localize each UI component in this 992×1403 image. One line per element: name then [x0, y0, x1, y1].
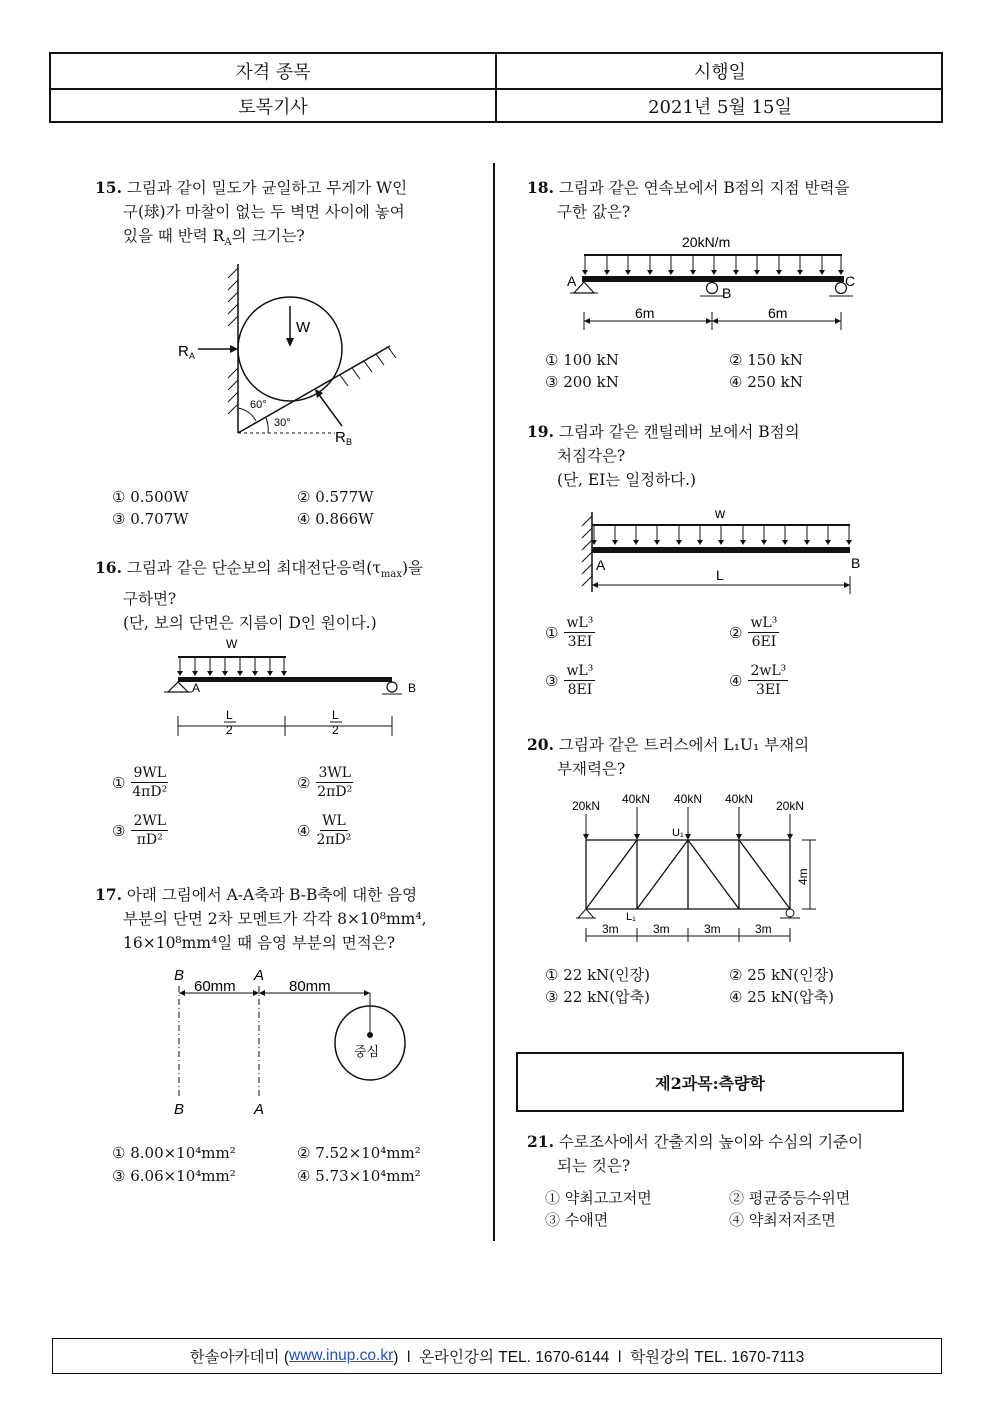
question-text: 16×10⁸mm⁴일 때 음영 부분의 면적은?	[123, 934, 396, 952]
fig-label: 6m	[768, 305, 788, 321]
option[interactable]: ① $\frac{9WL}{\text{4πD²}}$	[112, 765, 168, 800]
option[interactable]: ③ $\frac{\text{wL³}}{8EI}$	[545, 663, 594, 698]
option[interactable]: ④ 250 kN	[729, 373, 803, 391]
option[interactable]: ② $\frac{3WL}{\text{2πD²}}$	[297, 765, 353, 800]
option[interactable]: ④ 25 kN(압축)	[729, 988, 834, 1006]
fig-label: R	[335, 429, 346, 446]
option[interactable]: ② 0.577W	[297, 488, 374, 506]
question-text: 구하면?	[123, 590, 177, 609]
fig-label: 3m	[704, 922, 721, 936]
fig-label: W	[226, 637, 238, 651]
fig-label: A	[189, 351, 196, 361]
option[interactable]: ② 150 kN	[729, 351, 803, 369]
header-row-1	[51, 54, 941, 90]
question-number: 21.	[527, 1132, 554, 1151]
fig-label: B	[174, 967, 185, 984]
option[interactable]: ③ 0.707W	[112, 510, 189, 528]
q18-figure	[560, 230, 860, 340]
option[interactable]: ① 22 kN(인장)	[545, 966, 650, 984]
fig-label: 6m	[635, 305, 655, 321]
fig-label: 2	[226, 723, 233, 737]
fig-label: A	[254, 967, 265, 984]
option[interactable]: ④ 약최저저조면	[729, 1211, 836, 1229]
option[interactable]: ② 7.52×10⁴mm²	[297, 1144, 421, 1162]
fig-label: R	[178, 343, 189, 360]
fig-label: 20kN	[776, 799, 805, 813]
footer-prefix: 한솔아카데미 (	[189, 1349, 289, 1366]
question-text: 부재력은?	[557, 760, 626, 778]
header-table	[49, 52, 943, 123]
fig-label: 40kN	[725, 792, 754, 806]
fig-label: C	[845, 273, 856, 289]
option[interactable]: ① 8.00×10⁴mm²	[112, 1144, 236, 1162]
option[interactable]: ③ 200 kN	[545, 373, 619, 391]
fig-label: 20kN	[572, 799, 601, 813]
question-text: 구한 값은?	[557, 203, 631, 221]
fig-label: B	[851, 555, 861, 571]
fig-label: 80mm	[289, 978, 331, 995]
exam-name: 토목기사	[51, 88, 497, 123]
option[interactable]: ① 100 kN	[545, 351, 619, 369]
question-text: 구(球)가 마찰이 없는 두 벽면 사이에 놓여	[123, 203, 405, 221]
fig-label: A	[254, 1101, 265, 1118]
footer	[52, 1338, 942, 1374]
fig-label: A	[596, 557, 606, 573]
fig-label: 40kN	[622, 792, 651, 806]
fig-label: 2	[332, 723, 339, 737]
fig-label: 중심	[354, 1044, 380, 1059]
fig-label: B	[722, 285, 732, 301]
fig-label: B	[174, 1101, 185, 1118]
q19-figure	[572, 500, 872, 600]
q15-figure	[170, 258, 400, 458]
subject-heading: 제2과목:측량학	[516, 1052, 904, 1112]
option[interactable]: ① 0.500W	[112, 488, 189, 506]
question-number: 15.	[95, 178, 122, 197]
header-col2-title: 시행일	[693, 62, 747, 83]
option[interactable]: ③ $\frac{2WL}{\text{πD²}}$	[112, 813, 167, 848]
question-text: 아래 그림에서 A-A축과 B-B축에 대한 음영	[126, 886, 418, 904]
question-text: 수로조사에서 간출지의 높이와 수심의 기준이	[558, 1133, 864, 1151]
fig-label: U₁	[672, 827, 684, 839]
header-row-2	[51, 88, 941, 123]
option[interactable]: ② $\frac{\text{wL³}}{6EI}$	[729, 615, 778, 650]
fig-label: 4m	[796, 868, 810, 885]
option[interactable]: ① 약최고고저면	[545, 1189, 652, 1207]
question-21	[527, 1130, 863, 1178]
fig-label: W	[296, 319, 311, 336]
q16-figure	[160, 634, 430, 744]
question-19	[527, 420, 800, 492]
fig-label: 3m	[653, 922, 670, 936]
fig-label: L	[716, 567, 724, 583]
option[interactable]: ② 평균중등수위면	[729, 1189, 851, 1207]
question-text: 부분의 단면 2차 모멘트가 각각 8×10⁸mm⁴,	[123, 910, 427, 928]
fig-label: B	[408, 681, 417, 695]
option[interactable]: ④ $\frac{\text{2wL³}}{3EI}$	[729, 663, 787, 698]
option[interactable]: ③ 22 kN(압축)	[545, 988, 650, 1006]
fig-label: 40kN	[674, 792, 703, 806]
question-text: 처짐각은?	[557, 447, 626, 465]
option[interactable]: ③ 6.06×10⁴mm²	[112, 1167, 236, 1185]
question-number: 20.	[527, 735, 554, 754]
fig-label: 20kN/m	[682, 234, 731, 250]
question-text: 그림과 같은 단순보의 최대전단응력$(\tau_{max})$을	[126, 559, 424, 581]
fig-label: L	[226, 708, 233, 722]
option[interactable]: ③ 수애면	[545, 1211, 609, 1229]
question-17	[95, 883, 427, 955]
fig-label: 30°	[274, 417, 291, 429]
option[interactable]: ② 25 kN(인장)	[729, 966, 834, 984]
fig-label: 3m	[755, 922, 772, 936]
website-link[interactable]: www.inup.co.kr	[289, 1347, 394, 1364]
question-20	[527, 733, 809, 781]
fig-label: 3m	[602, 922, 619, 936]
question-18	[527, 176, 849, 224]
header-col1-title: 자격 종목	[51, 54, 497, 88]
fig-label: L₁	[626, 911, 636, 923]
fig-label: w	[715, 505, 726, 521]
question-number: 18.	[527, 178, 554, 197]
fig-label: B	[346, 437, 353, 447]
question-15	[95, 176, 407, 255]
option[interactable]: ④ 0.866W	[297, 510, 374, 528]
fig-label: 60mm	[194, 978, 236, 995]
footer-contact: ) l 온라인강의 TEL. 1670-6144 l 학원강의 TEL. 1670-7113	[393, 1349, 805, 1366]
question-number: 17.	[95, 885, 122, 904]
fig-label: L	[332, 708, 339, 722]
option[interactable]: ④ $\frac{WL}{\text{2πD²}}$	[297, 813, 352, 848]
fig-label: A	[567, 273, 577, 289]
q20-figure	[562, 790, 832, 945]
question-text: 그림과 같은 캔틸레버 보에서 B점의	[558, 423, 800, 441]
question-text: 되는 것은?	[557, 1157, 631, 1175]
fig-label: 60°	[250, 399, 267, 411]
question-number: 19.	[527, 422, 554, 441]
column-divider	[493, 163, 495, 1241]
option[interactable]: ④ 5.73×10⁴mm²	[297, 1167, 421, 1185]
question-text: 그림과 같이 밀도가 균일하고 무게가 W인	[126, 179, 408, 197]
question-text: (단, EI는 일정하다.)	[557, 471, 697, 489]
question-text: 그림과 같은 연속보에서 B점의 지점 반력을	[558, 179, 850, 197]
exam-date: 2021년 5월 15일	[648, 96, 792, 118]
question-text: 있을 때 반력 $R_A$의 크기는?	[123, 227, 305, 249]
question-number: 16.	[95, 558, 122, 577]
option[interactable]: ① $\frac{\text{wL³}}{3EI}$	[545, 615, 594, 650]
fig-label: A	[192, 681, 201, 695]
question-text: (단, 보의 단면은 지름이 D인 원이다.)	[123, 614, 377, 633]
question-text: 그림과 같은 트러스에서 L₁U₁ 부재의	[558, 736, 810, 754]
q17-figure	[168, 962, 418, 1122]
question-16	[95, 556, 423, 635]
